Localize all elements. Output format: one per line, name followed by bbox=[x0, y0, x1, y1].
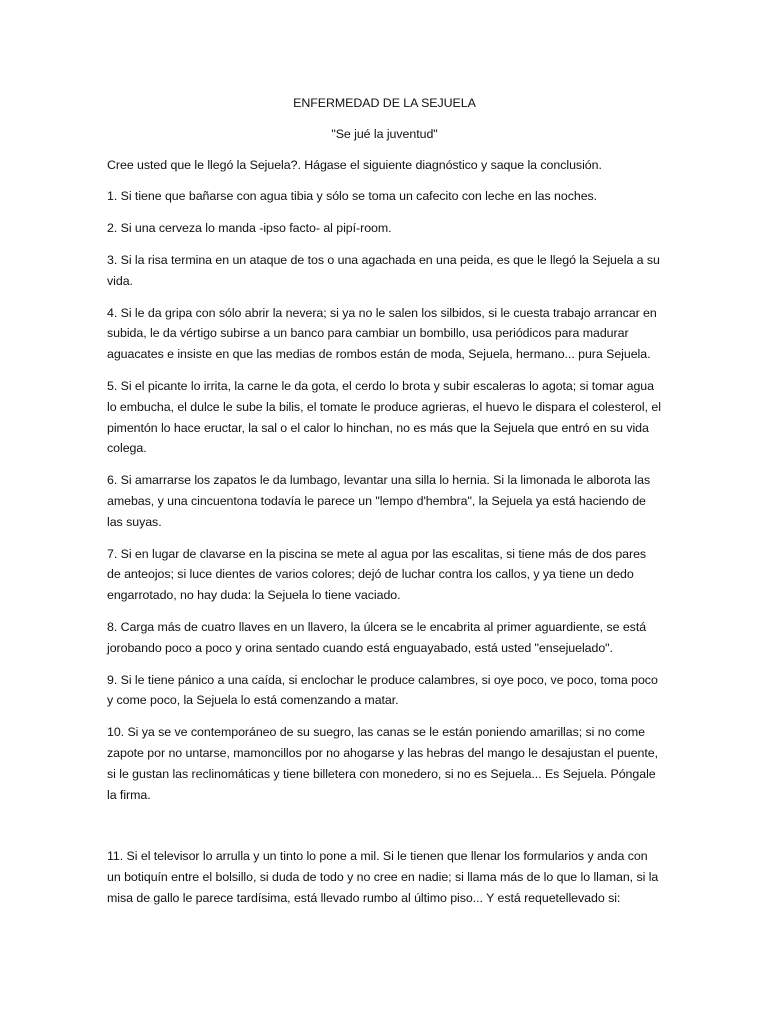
document-subtitle: "Se jué la juventud" bbox=[331, 126, 438, 141]
intro-paragraph: Cree usted que le llegó la Sejuela?. Hágase el siguiente diagnóstico y saque la conclusión. bbox=[107, 157, 602, 172]
list-item-1: 1. Si tiene que bañarse con agua tibia y sólo se toma un cafecito con leche en las noches. bbox=[107, 189, 598, 204]
list-item-3: 3. Si la risa termina en un ataque de tos o una agachada en una peida, es que le llegó la Sejuela a su vida. bbox=[107, 252, 660, 288]
document-title: ENFERMEDAD DE LA SEJUELA bbox=[293, 96, 476, 110]
list-item-6: 6. Si amarrarse los zapatos le da lumbago, levantar una silla lo hernia. Si la limonada le alborota las amebas, y una cincuentona todavía le parece un "lempo d'hembra", la Sejuela ya está haciendo de las suyas. bbox=[107, 473, 651, 529]
list-item-11: 11. Si el televisor lo arrulla y un tinto lo pone a mil. Si le tienen que llenar los formularios y anda con un botiquín entre el bolsillo, si duda de todo y no cree en nadie; si llama más de lo que lo llaman, si la misa de gallo le parece tardísima, está llevado rumbo al último piso... Y está requetellevado si: bbox=[107, 849, 659, 905]
list-item-8: 8. Carga más de cuatro llaves en un llavero, la úlcera se le encabrita al primer aguardiente, se está jorobando poco a poco y orina sentado cuando está enguayabado, está usted "ensejuelado". bbox=[107, 619, 647, 655]
list-item-2: 2. Si una cerveza lo manda -ipso facto- al pipí-room. bbox=[107, 221, 392, 236]
paragraph-spacer bbox=[107, 816, 662, 846]
document-body bbox=[107, 93, 662, 920]
list-item-10: 10. Si ya se ve contemporáneo de su suegro, las canas se le están poniendo amarillas; si no come zapote por no untarse, mamoncillos por no ahogarse y las hebras del mango le desajustan el puente, si le gustan las reclinomáticas y tiene billetera con monedero, si no es Sejuela... Es Sejuela. Póngale la firma. bbox=[107, 725, 658, 802]
list-item-7: 7. Si en lugar de clavarse en la piscina se mete al agua por las escalitas, si tiene más de dos pares de anteojos; si luce dientes de varios colores; dejó de luchar contra los callos, y ya tiene un dedo engarrotado, no hay duda: la Sejuela lo tiene vaciado. bbox=[107, 546, 647, 603]
list-item-5: 5. Si el picante lo irrita, la carne le da gota, el cerdo lo brota y subir escaleras lo agota; si tomar agua lo embucha, el dulce le sube la bilis, el tomate le produce agrieras, el huevo le dispara el colesterol, el pimentón lo hace eructar, la sal o el calor lo hinchan, no es más que la Sejuela que entró en su vida colega. bbox=[107, 378, 661, 456]
list-item-4: 4. Si le da gripa con sólo abrir la nevera; si ya no le salen los silbidos, si le cuesta trabajo arrancar en subida, le da vértigo subirse a un banco para cambiar un bombillo, usa periódicos para madurar aguacates e insiste en que las medias de rombos están de moda, Sejuela, hermano... pura Sejuela. bbox=[107, 305, 657, 362]
list-item-9: 9. Si le tiene pánico a una caída, si enclochar le produce calambres, si oye poco, ve poco, toma poco y come poco, la Sejuela lo está comenzando a matar. bbox=[107, 672, 658, 708]
